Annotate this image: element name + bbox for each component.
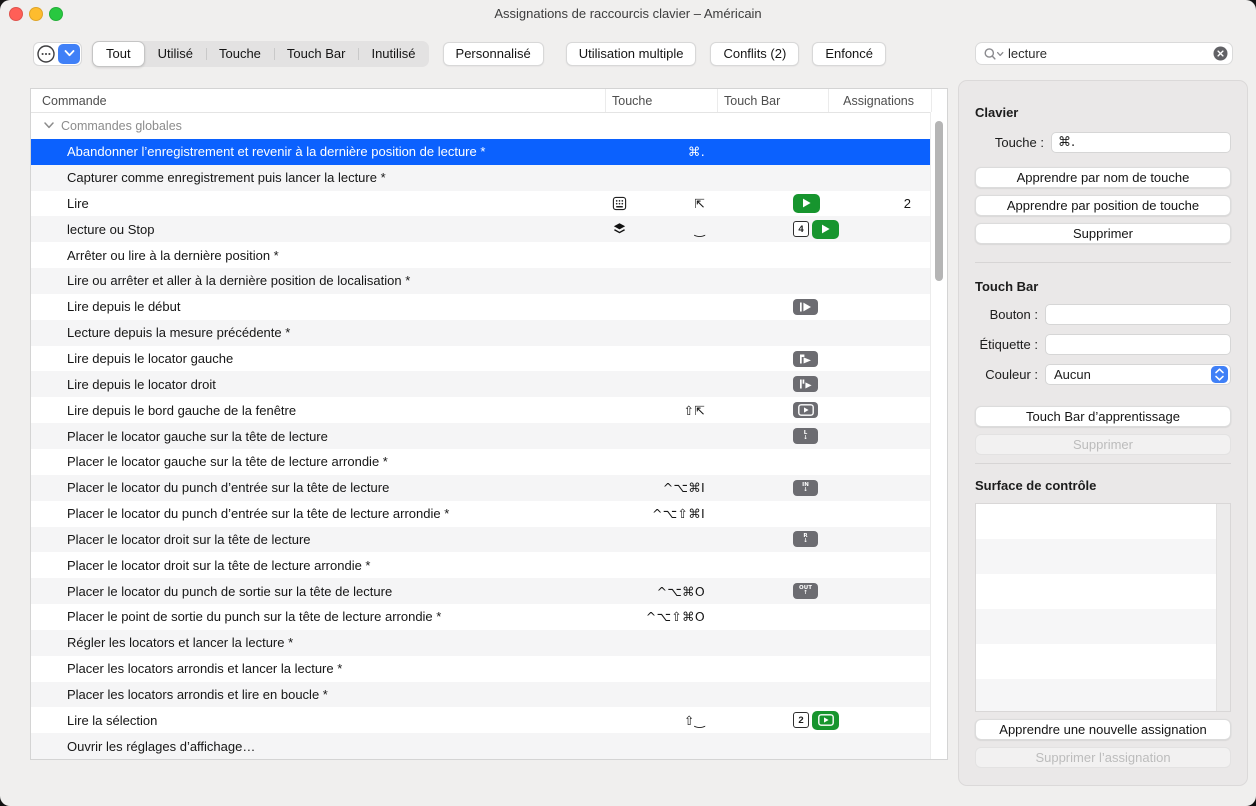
touchbar-cell [717, 194, 828, 213]
key-cell [605, 144, 717, 159]
touchbar-button-field[interactable] [1045, 304, 1231, 325]
command-label: Placer le locator droit sur la tête de lecture [67, 531, 311, 547]
touchbar-l-down-button: L ↓ [793, 428, 818, 444]
touchbar-cell [717, 402, 828, 418]
command-label: Placer le locator gauche sur la tête de lecture arrondie * [67, 454, 388, 470]
segment-utilise[interactable]: Utilisé [157, 46, 193, 61]
key-shortcut: ^⌥⇧⌘I [651, 506, 705, 522]
segment-inutilise[interactable]: Inutilisé [358, 41, 428, 67]
touchbar-play-from-left-locator-button [793, 351, 818, 367]
section-divider [975, 262, 1231, 263]
column-header-commande[interactable]: Commande [42, 93, 107, 108]
key-shortcut: ^⌥⇧⌘O [645, 609, 705, 625]
column-header-touch-bar[interactable]: Touch Bar [717, 89, 828, 112]
minimize-window-button[interactable] [29, 7, 43, 21]
search-input[interactable] [975, 42, 1233, 65]
header-scrollbar-gutter [931, 89, 947, 112]
utilisation-multiple-filter-button[interactable]: Utilisation multiple [566, 42, 697, 66]
command-label: Lire la sélection [67, 712, 158, 728]
command-label: Placer le locator du punch d’entrée sur la tête de lecture [67, 480, 390, 496]
touchbar-cell [717, 376, 828, 392]
table-row[interactable] [31, 449, 947, 475]
segment-touch-bar[interactable]: Touch Bar [274, 41, 359, 67]
touchbar-play-boxed-button [793, 402, 818, 418]
stepper-chevrons-icon [1211, 366, 1228, 383]
command-label: Placer les locators arrondis et lancer la lecture * [67, 661, 343, 677]
table-row[interactable] [31, 346, 947, 372]
filter-segmented-control [92, 41, 429, 67]
table-row[interactable] [31, 165, 947, 191]
section-divider [975, 463, 1231, 464]
command-label: Lire depuis le locator droit [67, 376, 216, 392]
window-title: Assignations de raccourcis clavier – Américain [494, 6, 762, 21]
key-shortcut: ⇧‿ [683, 712, 705, 728]
table-row[interactable] [31, 501, 947, 527]
command-label: Placer le locator du punch d’entrée sur la tête de lecture arrondie * [67, 506, 450, 522]
ellipsis-circle-icon [34, 44, 57, 64]
touchbar-cell [717, 428, 828, 444]
touchbar-cell [717, 711, 828, 730]
table-row[interactable] [31, 604, 947, 630]
layers-icon [612, 222, 627, 236]
segment-touche[interactable]: Touche [206, 41, 274, 67]
action-menu-disclosure-button[interactable] [58, 44, 80, 64]
numpad-icon [612, 196, 627, 211]
touchbar-cell [717, 583, 828, 599]
key-cell [605, 713, 717, 728]
key-shortcut: ^⌥⌘O [656, 583, 705, 599]
command-label: Lire depuis le bord gauche de la fenêtre [67, 402, 297, 418]
table-row[interactable] [31, 216, 947, 242]
touchbar-cell [717, 220, 828, 239]
command-label: Placer les locators arrondis et lire en boucle * [67, 686, 328, 702]
table-row[interactable] [31, 320, 947, 346]
clear-search-icon[interactable] [1213, 46, 1228, 61]
learn-by-key-position-button[interactable]: Apprendre par position de touche [975, 195, 1231, 216]
action-menu-button[interactable] [33, 42, 82, 66]
key-cell [605, 222, 717, 237]
table-header [31, 89, 947, 113]
touchbar-cell [717, 480, 828, 496]
key-shortcut: ⇱ [694, 195, 705, 211]
touchbar-play-button [812, 220, 839, 239]
delete-touchbar-button: Supprimer [975, 434, 1231, 455]
column-header-touche[interactable]: Touche [605, 89, 717, 112]
learn-touchbar-button[interactable]: Touch Bar d’apprentissage [975, 406, 1231, 427]
touchbar-color-value: Aucun [1054, 367, 1091, 382]
zoom-window-button[interactable] [49, 7, 63, 21]
key-cell [605, 584, 717, 599]
disclosure-chevron-icon[interactable] [44, 122, 54, 129]
key-cell [605, 403, 717, 418]
table-row[interactable] [31, 371, 947, 397]
key-cell [605, 480, 717, 495]
command-label: Placer le point de sortie du punch sur la tête de lecture arrondie * [67, 609, 442, 625]
command-label: lecture ou Stop [67, 221, 155, 237]
table-row[interactable] [31, 733, 947, 759]
touchbar-color-label: Couleur : [985, 367, 1038, 382]
touchbar-color-select[interactable] [1045, 364, 1231, 385]
touchbar-cell [717, 351, 828, 367]
command-label: Abandonner l’enregistrement et revenir à la dernière position de lecture * [67, 144, 486, 160]
command-label: Placer le locator du punch de sortie sur la tête de lecture [67, 583, 393, 599]
table-row[interactable] [31, 191, 947, 217]
table-row[interactable] [31, 656, 947, 682]
touchbar-cell [717, 531, 828, 547]
touchbar-count-badge: 4 [793, 221, 809, 237]
toolbar [0, 40, 1256, 67]
table-body [31, 113, 947, 759]
key-field[interactable] [1051, 132, 1231, 153]
learn-by-key-name-button[interactable]: Apprendre par nom de touche [975, 167, 1231, 188]
table-row[interactable] [31, 707, 947, 733]
table-row[interactable] [31, 139, 947, 165]
touchbar-out-up-button: OUT ↑ [793, 583, 818, 599]
key-shortcut: ⌘. [687, 144, 705, 160]
keyboard-section-title: Clavier [975, 105, 1019, 120]
learn-new-assignment-button[interactable]: Apprendre une nouvelle assignation [975, 719, 1231, 740]
touchbar-count-badge: 2 [793, 712, 809, 728]
close-window-button[interactable] [9, 7, 23, 21]
table-row[interactable] [31, 268, 947, 294]
group-label: Commandes globales [61, 118, 182, 133]
key-cell [605, 506, 717, 521]
title-bar[interactable] [0, 0, 1256, 26]
enfonce-filter-button[interactable]: Enfoncé [812, 42, 886, 66]
command-label: Lecture depuis la mesure précédente * [67, 325, 291, 341]
command-label: Lire depuis le début [67, 299, 181, 315]
table-row[interactable] [31, 527, 947, 553]
key-shortcut: ⇧⇱ [683, 402, 705, 418]
touchbar-button-field-label: Bouton : [989, 307, 1038, 322]
delete-key-button[interactable]: Supprimer [975, 223, 1231, 244]
scrollbar-thumb[interactable] [935, 121, 943, 281]
command-label: Ouvrir les réglages d’affichage… [67, 738, 256, 754]
touchbar-r-down-button: R ↓ [793, 531, 818, 547]
command-label: Lire ou arrêter et aller à la dernière position de localisation * [67, 273, 411, 289]
touchbar-play-from-start-button [793, 299, 818, 315]
command-table [30, 88, 948, 760]
conflits-filter-button[interactable]: Conflits (2) [710, 42, 799, 66]
command-label: Arrêter ou lire à la dernière position * [67, 247, 279, 263]
table-row[interactable] [31, 423, 947, 449]
table-row[interactable] [31, 294, 947, 320]
command-label: Régler les locators et lancer la lecture * [67, 635, 294, 651]
segment-tout[interactable]: Tout [92, 41, 145, 67]
touchbar-label-field-label: Étiquette : [979, 337, 1038, 352]
touchbar-in-down-button: IN ↓ [793, 480, 818, 496]
assignments-count: 2 [903, 195, 911, 211]
table-row[interactable] [31, 630, 947, 656]
key-cell [605, 609, 717, 624]
touchbar-play-boxed-button [812, 711, 839, 730]
group-row[interactable] [31, 113, 947, 139]
table-row[interactable] [31, 242, 947, 268]
control-surface-assignments-list[interactable] [975, 503, 1231, 712]
touchbar-section-title: Touch Bar [975, 279, 1039, 294]
inspector-panel [958, 80, 1248, 786]
command-label: Lire depuis le locator gauche [67, 351, 234, 367]
key-shortcut: ‿ [694, 221, 705, 237]
touchbar-play-button [793, 194, 820, 213]
key-field-label: Touche : [994, 135, 1044, 150]
search-query-text: lecture [1008, 46, 1048, 61]
table-row[interactable] [31, 397, 947, 423]
key-cell [605, 196, 717, 211]
table-row[interactable] [31, 682, 947, 708]
table-row[interactable] [31, 578, 947, 604]
personnalise-filter-button[interactable]: Personnalisé [443, 42, 544, 66]
command-label: Placer le locator gauche sur la tête de lecture [67, 428, 328, 444]
touchbar-play-from-right-locator-button [793, 376, 818, 392]
table-row[interactable] [31, 475, 947, 501]
delete-assignment-button: Supprimer l’assignation [975, 747, 1231, 768]
command-label: Capturer comme enregistrement puis lancer la lecture * [67, 170, 386, 186]
table-row[interactable] [31, 552, 947, 578]
listbox-scrollbar-gutter [1216, 504, 1230, 711]
search-icon [983, 47, 1005, 61]
touchbar-cell [717, 299, 828, 315]
column-header-assignations[interactable]: Assignations [828, 89, 931, 112]
command-label: Lire [67, 195, 89, 211]
control-surface-section-title: Surface de contrôle [975, 478, 1097, 493]
key-shortcut: ^⌥⌘I [662, 480, 705, 496]
touchbar-label-field[interactable] [1045, 334, 1231, 355]
command-label: Placer le locator droit sur la tête de lecture arrondie * [67, 557, 371, 573]
chevron-down-icon [64, 50, 75, 57]
